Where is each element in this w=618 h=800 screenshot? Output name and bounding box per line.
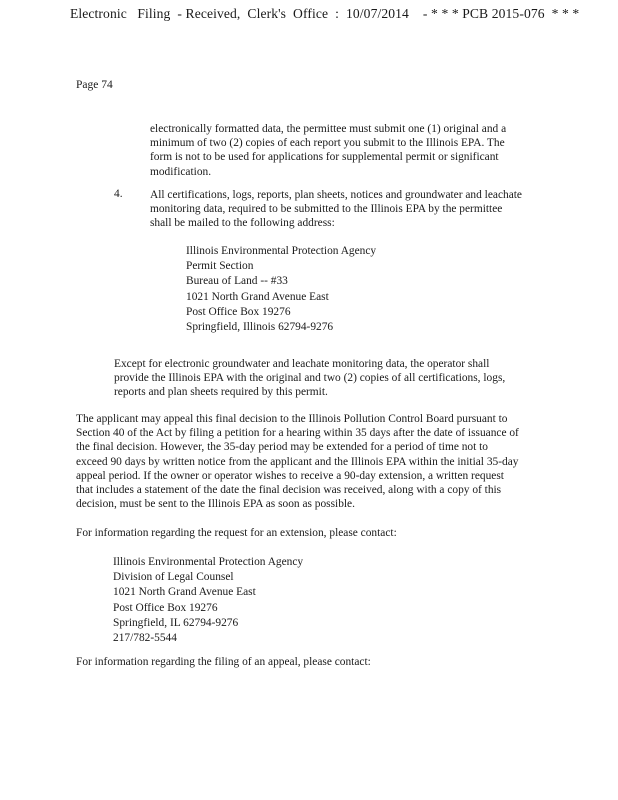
address-line: Post Office Box 19276 — [113, 601, 218, 614]
item-number: 4. — [114, 188, 123, 200]
address-line: Bureau of Land -- #33 — [186, 275, 288, 288]
address-line: Illinois Environmental Protection Agency — [113, 556, 304, 568]
address-legal-counsel — [113, 555, 303, 646]
text-line: Except for electronic groundwater and leachate monitoring data, the operator shall — [114, 358, 490, 370]
text-line: appeal period. If the owner or operator wishes to receive a 90-day extension, a written request — [76, 469, 504, 482]
paragraph-extension-contact — [76, 526, 397, 540]
address-line: Permit Section — [186, 260, 254, 273]
text-line: For information regarding the filing of an appeal, please contact: — [76, 656, 371, 668]
address-line: Springfield, IL 62794-9276 — [113, 616, 239, 629]
text-line: decision, must be sent to the Illinois EPA as soon as possible. — [76, 498, 355, 511]
filing-header — [70, 6, 600, 22]
text-line: exceed 90 days by written notice from the applicant and the Illinois EPA within the initial 35-day — [76, 455, 519, 468]
address-permit-section — [186, 244, 376, 335]
page-number: Page 74 — [76, 79, 113, 91]
paragraph-appeal — [76, 412, 519, 511]
paragraph-certifications — [150, 188, 522, 231]
paragraph-appeal-contact — [76, 655, 371, 669]
text-line: the final decision. However, the 35-day period may be extended for a period of time not to — [76, 441, 489, 454]
text-line: reports and plan sheets required by this permit. — [114, 386, 328, 399]
text-line: The applicant may appeal this final decision to the Illinois Pollution Control Board pursuant to — [76, 413, 508, 425]
text-line: form is not to be used for applications for supplemental permit or significant — [150, 151, 499, 164]
address-line: Post Office Box 19276 — [186, 305, 291, 318]
filing-header-text: Electronic Filing - Received, Clerk's Office : 10/07/2014 - * * * PCB 2015-076 * * * — [70, 6, 580, 21]
text-line: Section 40 of the Act by filing a petition for a hearing within 35 days after the date of issuance of — [76, 427, 519, 440]
text-line: electronically formatted data, the permittee must submit one (1) original and a — [150, 123, 507, 135]
text-line: modification. — [150, 165, 212, 178]
address-line: 1021 North Grand Avenue East — [113, 586, 256, 599]
text-line: provide the Illinois EPA with the original and two (2) copies of all certifications, logs, — [114, 372, 506, 385]
address-line: Division of Legal Counsel — [113, 571, 234, 584]
text-line: monitoring data, required to be submitted to the Illinois EPA by the permittee — [150, 203, 503, 216]
address-line: 1021 North Grand Avenue East — [186, 290, 329, 303]
text-line: For information regarding the request for an extension, please contact: — [76, 527, 397, 539]
address-line: Springfield, Illinois 62794-9276 — [186, 321, 334, 334]
paragraph-except — [114, 357, 505, 400]
text-line: minimum of two (2) copies of each report you submit to the Illinois EPA. The — [150, 137, 505, 150]
address-line: Illinois Environmental Protection Agency — [186, 245, 377, 257]
address-line: 217/782-5544 — [113, 632, 177, 645]
paragraph-electronic-data — [150, 122, 506, 179]
text-line: All certifications, logs, reports, plan sheets, notices and groundwater and leachate — [150, 189, 522, 201]
text-line: that includes a statement of the date the final decision was received, along with a copy of this — [76, 484, 502, 497]
text-line: shall be mailed to the following address: — [150, 217, 335, 230]
